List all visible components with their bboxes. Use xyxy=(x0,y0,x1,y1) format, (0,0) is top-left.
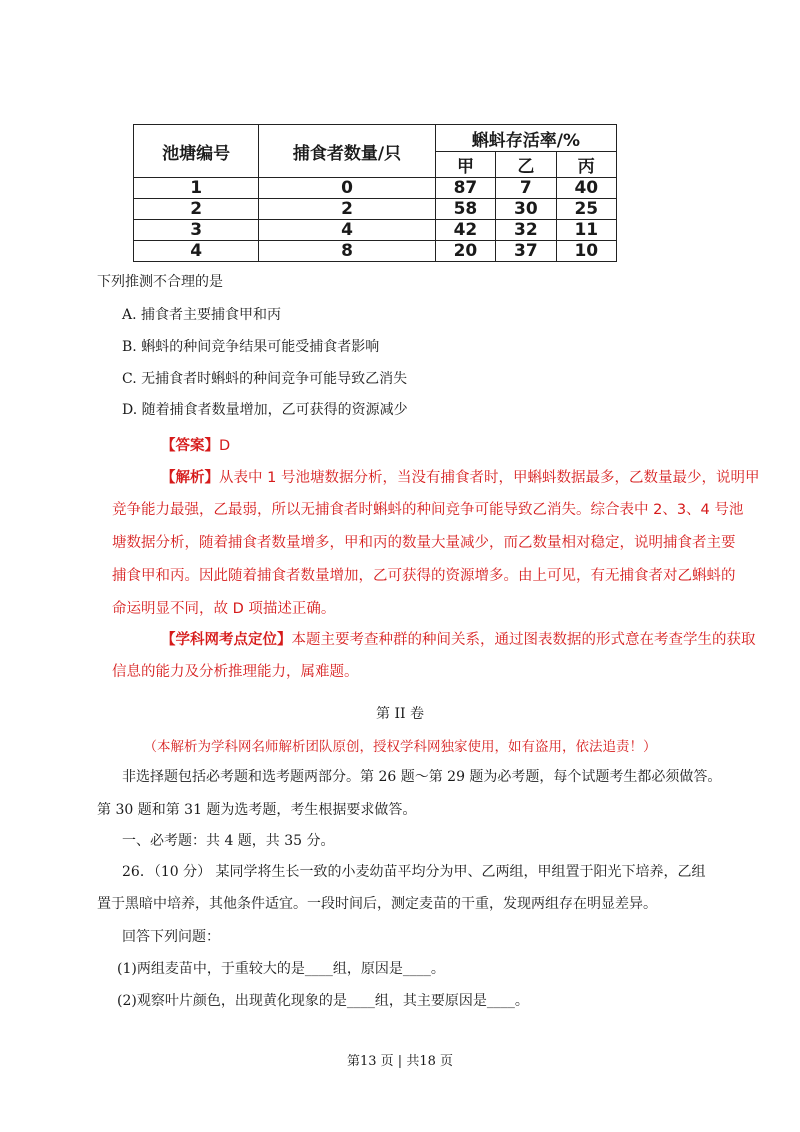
analysis-line-5: 命运明显不同，故 D 项描述正确。 xyxy=(112,601,336,617)
answer-tag: 【答案】 xyxy=(161,438,219,454)
q26-line-2: 置于黑暗中培养，其他条件适宜。一段时间后，测定麦苗的干重，发现两组存在明显差异。 xyxy=(97,896,657,912)
intro-line-1: 非选择题包括必考题和选考题两部分。第 26 题～第 29 题为必考题，每个试题考生都必须做答。 xyxy=(122,769,722,785)
table-row xyxy=(134,178,617,199)
table-cell: 4 xyxy=(134,241,259,262)
table-cell: 25 xyxy=(556,199,616,220)
intro-line-2: 第 30 题和第 31 题为选考题，考生根据要求做答。 xyxy=(97,802,417,818)
option-c: C. 无捕食者时蝌蚪的种间竞争可能导致乙消失 xyxy=(122,371,408,387)
option-d: D. 随着捕食者数量增加，乙可获得的资源减少 xyxy=(122,402,408,418)
answer-value: D xyxy=(219,438,231,454)
table-cell: 32 xyxy=(496,220,556,241)
table-cell: 3 xyxy=(134,220,259,241)
option-b: B. 蝌蚪的种间竞争结果可能受捕食者影响 xyxy=(122,339,380,355)
table-cell: 30 xyxy=(496,199,556,220)
table-cell: 10 xyxy=(556,241,616,262)
table-cell: 42 xyxy=(435,220,495,241)
analysis-text: 从表中 1 号池塘数据分析，当没有捕食者时，甲蝌蚪数据最多，乙数量最少，说明甲 xyxy=(219,470,760,486)
analysis-line-1 xyxy=(161,466,759,487)
table-cell: 7 xyxy=(496,178,556,199)
header-pond-no: 池塘编号 xyxy=(134,125,259,178)
knowledge-point-tag: 【学科网考点定位】 xyxy=(161,632,292,648)
analysis-tag: 【解析】 xyxy=(161,470,219,486)
page-footer: 第13 页 | 共18 页 xyxy=(347,1054,453,1069)
header-species-jia: 甲 xyxy=(435,152,495,178)
copyright-notice: （本解析为学科网名师解析团队原创，授权学科网独家使用，如有盗用，依法追责！） xyxy=(143,739,657,755)
q26-sub-question-1: (1)两组麦苗中，于重较大的是____组，原因是____。 xyxy=(117,961,445,977)
question-stem: 下列推测不合理的是 xyxy=(97,274,223,290)
table-cell: 58 xyxy=(435,199,495,220)
header-species-bing: 丙 xyxy=(556,152,616,178)
part-one-heading: 一、必考题：共 4 题，共 35 分。 xyxy=(122,833,335,849)
table-cell: 40 xyxy=(556,178,616,199)
table-row xyxy=(134,199,617,220)
table-cell: 1 xyxy=(134,178,259,199)
section-title: 第 II 卷 xyxy=(376,706,424,722)
table-cell: 87 xyxy=(435,178,495,199)
table-cell: 4 xyxy=(259,220,436,241)
analysis-line-2: 竞争能力最强，乙最弱，所以无捕食者时蝌蚪的种间竞争可能导致乙消失。综合表中 2、3、4 号池 xyxy=(112,502,744,518)
table-row xyxy=(134,241,617,262)
table-cell: 2 xyxy=(134,199,259,220)
table-cell: 8 xyxy=(259,241,436,262)
table-row xyxy=(134,220,617,241)
table-cell: 20 xyxy=(435,241,495,262)
table-cell: 37 xyxy=(496,241,556,262)
survival-rate-table xyxy=(133,124,617,262)
table-cell: 0 xyxy=(259,178,436,199)
q26-line-1: 26．（10 分） 某同学将生长一致的小麦幼苗平均分为甲、乙两组，甲组置于阳光下培养，乙组 xyxy=(122,864,706,880)
answer-line xyxy=(161,434,230,455)
knowledge-point-text: 本题主要考查种群的种间关系，通过图表数据的形式意在考查学生的获取 xyxy=(291,632,756,648)
table-cell: 2 xyxy=(259,199,436,220)
knowledge-point-line-2: 信息的能力及分析推理能力，属难题。 xyxy=(112,664,359,680)
analysis-line-3: 塘数据分析，随着捕食者数量增多，甲和丙的数量大量减少，而乙数量相对稳定，说明捕食者主要 xyxy=(112,535,736,551)
header-species-yi: 乙 xyxy=(496,152,556,178)
option-a: A. 捕食者主要捕食甲和丙 xyxy=(122,307,282,323)
table-cell: 11 xyxy=(556,220,616,241)
q26-prompt: 回答下列问题： xyxy=(122,929,220,945)
header-predator-count: 捕食者数量/只 xyxy=(259,125,436,178)
header-survival-rate: 蝌蚪存活率/% xyxy=(435,125,616,152)
analysis-line-4: 捕食甲和丙。因此随着捕食者数量增加，乙可获得的资源增多。由上可见，有无捕食者对乙蝌蚪的 xyxy=(112,568,736,584)
q26-sub-question-2: (2)观察叶片颜色，出现黄化现象的是____组，其主要原因是____。 xyxy=(117,993,529,1009)
knowledge-point-line-1 xyxy=(161,628,756,649)
